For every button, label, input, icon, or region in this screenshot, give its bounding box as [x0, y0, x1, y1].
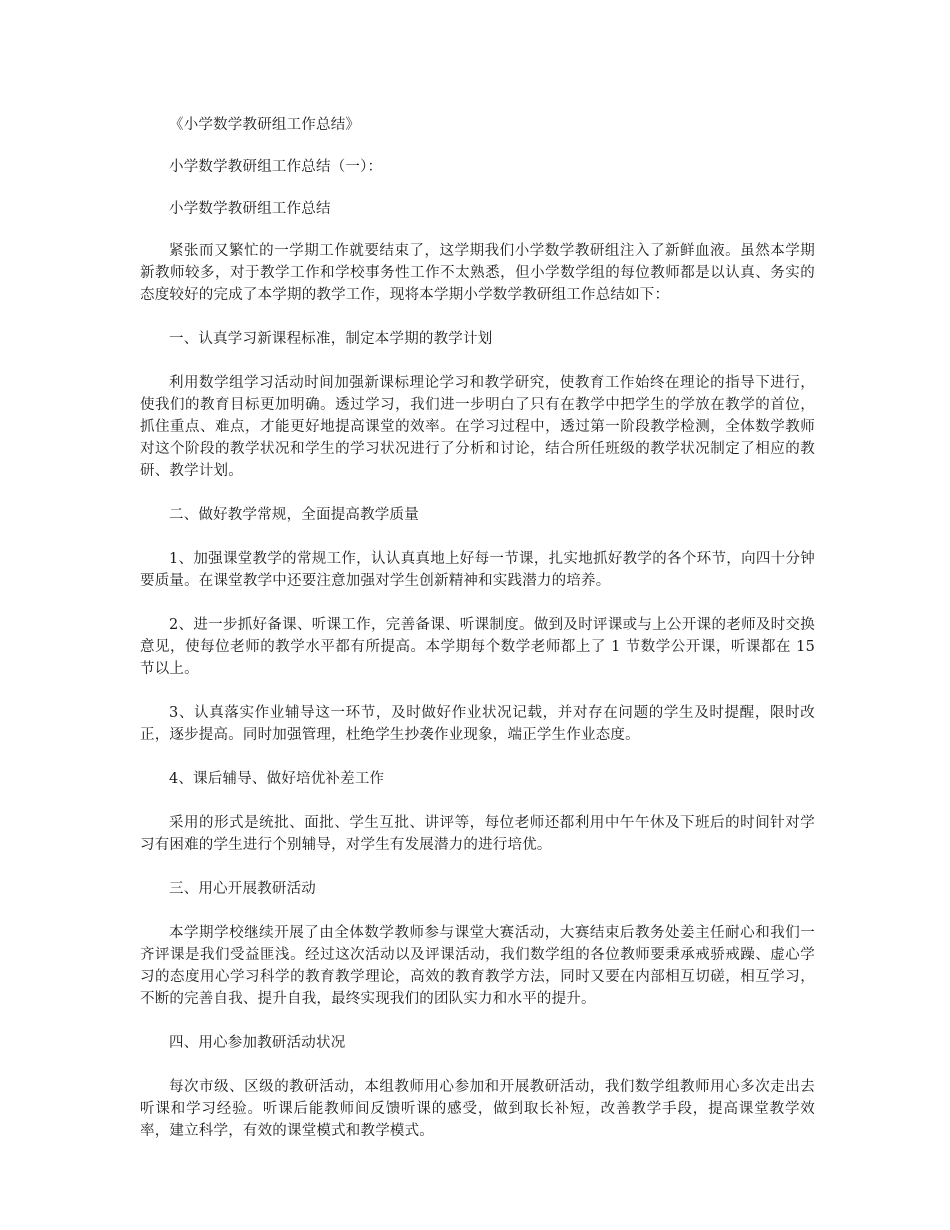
heading-section-3: 三、用心开展教研活动	[169, 881, 316, 897]
paragraph-intro: 紧张而又繁忙的一学期工作就要结束了，这学期我们小学数学教研组注入了新鲜血液。虽然本学期新教师较多，对于教学工作和学校事务性工作不太熟悉，但小学数学组的每位教师都是以认真、务实的态度较好的完成了本学期的教学工作，现将本学期小学数学教研组工作总结如下：	[140, 243, 815, 303]
heading-section-1: 一、认真学习新课程标准，制定本学期的教学计划	[169, 331, 493, 347]
paragraph-section-3: 本学期学校继续开展了由全体数学教师参与课堂大赛活动，大赛结束后教务处姜主任耐心和我们一齐评课是我们受益匪浅。经过这次活动以及评课活动，我们数学组的各位教师要秉承戒骄戒躁、虚心学习的态度用心学习科学的教育教学理论，高效的教育教学方法，同时又要在内部相互切磋，相互学习，不断的完善自我、提升自我，最终实现我们的团队实力和水平的提升。	[140, 925, 815, 1007]
document-subtitle: 小学数学教研组工作总结（一）：	[169, 159, 383, 175]
paragraph-item-4-body: 采用的形式是统批、面批、学生互批、讲评等，每位老师还都利用中午午休及下班后的时间针对学习有困难的学生进行个别辅导，对学生有发展潜力的进行培优。	[140, 815, 815, 853]
paragraph-item-2: 2、进一步抓好备课、听课工作，完善备课、听课制度。做到及时评课或与上公开课的老师及时交换意见，使每位老师的教学水平都有所提高。本学期每个数学老师都上了 1 节数学公开课，听课都在 15 节以上。	[140, 617, 815, 677]
document-title: 《小学数学教研组工作总结》	[169, 117, 361, 133]
section-title: 小学数学教研组工作总结	[169, 201, 331, 217]
heading-section-2: 二、做好教学常规，全面提高教学质量	[169, 507, 419, 523]
paragraph-item-1: 1、加强课堂教学的常规工作，认认真真地上好每一节课，扎实地抓好教学的各个环节，向四十分钟要质量。在课堂教学中还要注意加强对学生创新精神和实践潜力的培养。	[140, 551, 815, 589]
paragraph-section-4: 每次市级、区级的教研活动，本组教师用心参加和开展教研活动，我们数学组教师用心多次走出去听课和学习经验。听课后能教师间反馈听课的感受，做到取长补短，改善教学手段，提高课堂教学效率，建立科学，有效的课堂模式和教学模式。	[140, 1079, 815, 1139]
paragraph-item-4-heading: 4、课后辅导、做好培优补差工作	[169, 771, 385, 787]
paragraph-item-3: 3、认真落实作业辅导这一环节，及时做好作业状况记载，并对存在问题的学生及时提醒，限时改正，逐步提高。同时加强管理，杜绝学生抄袭作业现象，端正学生作业态度。	[140, 705, 815, 743]
paragraph-section-1: 利用数学组学习活动时间加强新课标理论学习和教学研究，使教育工作始终在理论的指导下进行，使我们的教育目标更加明确。透过学习，我们进一步明白了只有在教学中把学生的学放在教学的首位，抓住重点、难点，才能更好地提高课堂的效率。在学习过程中，透过第一阶段教学检测，全体数学教师对这个阶段的教学状况和学生的学习状况进行了分析和讨论，结合所任班级的教学状况制定了相应的教研、教学计划。	[140, 375, 815, 479]
heading-section-4: 四、用心参加教研活动状况	[169, 1035, 346, 1051]
document-content	[140, 114, 815, 1164]
